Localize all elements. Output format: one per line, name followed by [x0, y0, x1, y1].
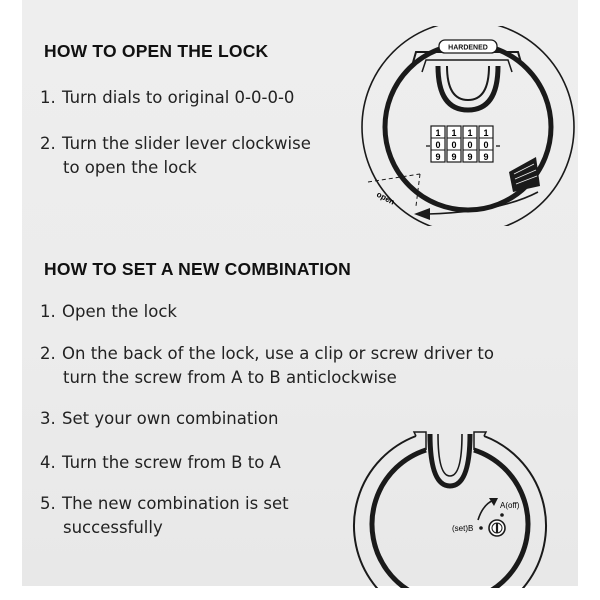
dial-digit-mid: 0: [483, 140, 489, 150]
step-text-continued: turn the screw from A to B anticlockwise: [63, 368, 397, 387]
dial-digit-top: 1: [467, 128, 473, 138]
shackle-icon: [430, 434, 470, 486]
open-step-2: [40, 132, 311, 180]
lock-body: [354, 432, 546, 588]
screw-icon: [489, 520, 505, 536]
open-label: open: [375, 189, 397, 207]
hardened-badge-text: HARDENED: [448, 44, 488, 52]
set-step-1: [40, 300, 177, 324]
dial: [463, 126, 477, 162]
combination-dials: [426, 126, 500, 162]
step-number: 1.: [40, 302, 56, 321]
b-position-dot: [479, 526, 483, 530]
slider-lever-icon: [509, 157, 540, 192]
step-text: The new combination is set: [62, 494, 289, 513]
dial: [447, 126, 461, 162]
step-number: 5.: [40, 494, 56, 513]
step-text: Turn the slider lever clockwise: [62, 134, 311, 153]
set-step-5: [40, 492, 289, 540]
step-number: 4.: [40, 453, 56, 472]
step-number: 2.: [40, 344, 56, 363]
step-text: On the back of the lock, use a clip or screw driver to: [62, 344, 494, 363]
dial-digit-mid: 0: [435, 140, 441, 150]
dial-digit-bottom: 9: [451, 152, 457, 162]
dial-digit-top: 1: [451, 128, 457, 138]
dial-digit-bottom: 9: [467, 152, 473, 162]
set-step-3: [40, 407, 278, 431]
hardened-badge: [439, 40, 497, 53]
set-step-4: [40, 451, 281, 475]
step-text-continued: to open the lock: [63, 158, 197, 177]
dial-digit-bottom: 9: [435, 152, 441, 162]
screw-b-marker: [452, 524, 483, 533]
dial-digit-top: 1: [435, 128, 441, 138]
step-number: 1.: [40, 88, 56, 107]
step-number: 3.: [40, 409, 56, 428]
step-text: Turn dials to original 0-0-0-0: [62, 88, 295, 107]
dial-digit-mid: 0: [451, 140, 457, 150]
dial-digit-mid: 0: [467, 140, 473, 150]
clockwise-arrow-icon: [414, 192, 538, 220]
set-b-label: (set)B: [452, 524, 474, 533]
step-text: Open the lock: [62, 302, 177, 321]
back-lock-diagram: [340, 398, 580, 588]
screw-a-marker: [478, 498, 520, 520]
step-text: Turn the screw from B to A: [62, 453, 281, 472]
set-step-2: [40, 342, 494, 390]
dial: [431, 126, 445, 162]
open-lock-heading: HOW TO OPEN THE LOCK: [44, 41, 269, 61]
front-lock-diagram: [350, 26, 580, 226]
open-step-1: [40, 86, 294, 110]
dial: [479, 126, 493, 162]
step-number: 2.: [40, 134, 56, 153]
dial-digit-bottom: 9: [483, 152, 489, 162]
step-text-continued: successfully: [63, 518, 163, 537]
a-off-label: A(off): [500, 501, 520, 510]
set-combination-heading: HOW TO SET A NEW COMBINATION: [44, 259, 351, 279]
a-position-dot: [500, 513, 504, 517]
dial-digit-top: 1: [483, 128, 489, 138]
step-text: Set your own combination: [62, 409, 279, 428]
shackle-icon: [412, 52, 522, 110]
